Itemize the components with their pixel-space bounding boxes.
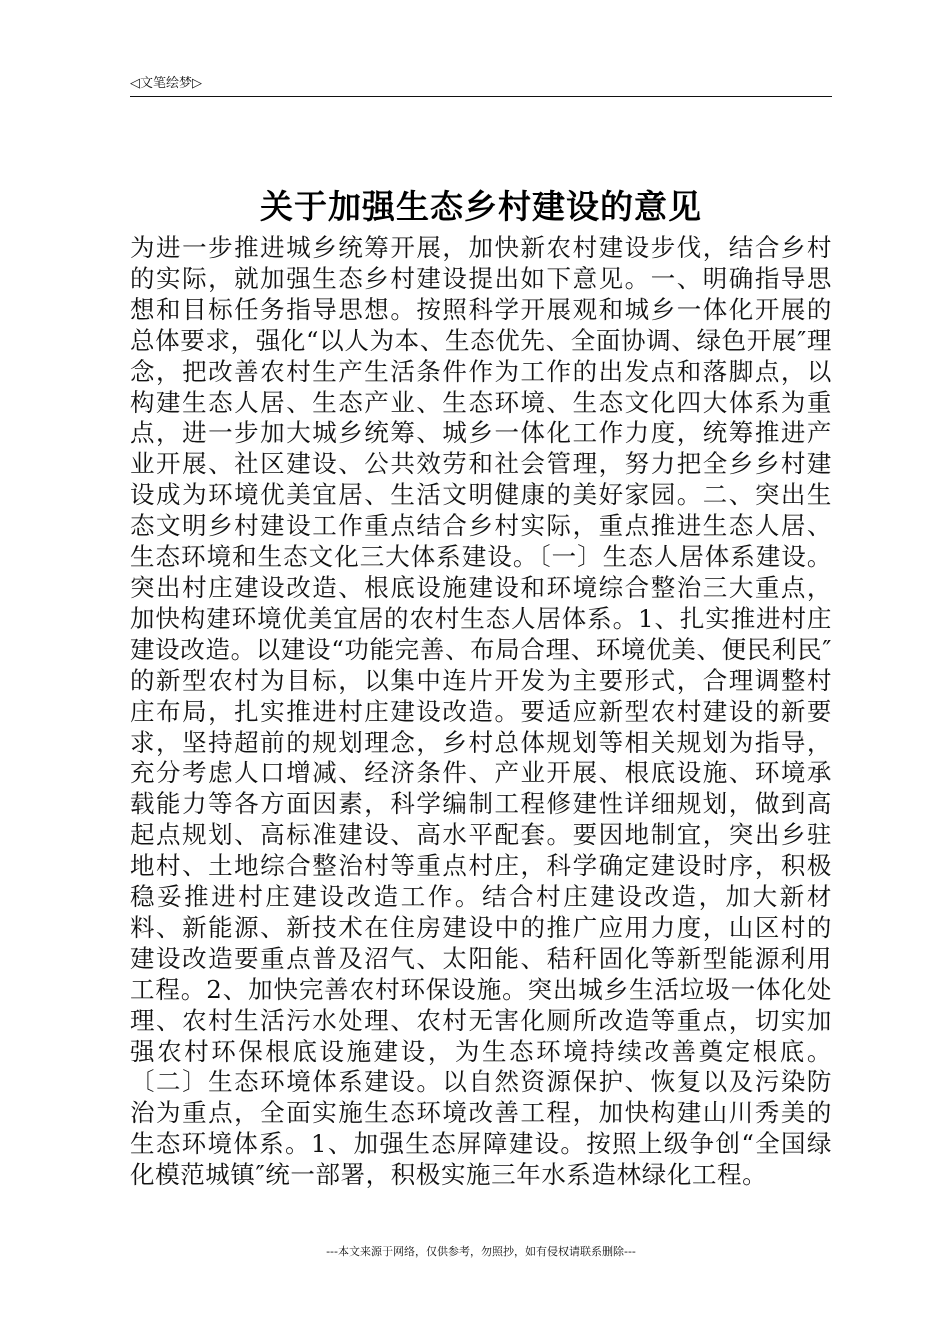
page-header: ◁文笔绘梦▷ <box>130 76 202 91</box>
page-footer: ---本文来源于网络，仅供参考，勿照抄，如有侵权请联系删除--- <box>326 1245 636 1258</box>
header-divider <box>130 96 832 97</box>
document-body: 为进一步推进城乡统筹开展，加快新农村建设步伐，结合乡村的实际，就加强生态乡村建设提出如下意见。一、明确指导思想和目标任务指导思想。按照科学开展观和城乡一体化开展的总体要求，强化“以人为本、生态优先、全面协调、绿色开展″理念，把改善农村生产生活条件作为工作的出发点和落脚点，以构建生态人居、生态产业、生态环境、生态文化四大体系为重点，进一步加大城乡统筹、城乡一体化工作力度，统筹推进产业开展、社区建设、公共效劳和社会管理，努力把全乡乡村建设成为环境优美宜居、生活文明健康的美好家园。二、突出生态文明乡村建设工作重点结合乡村实际，重点推进生态人居、生态环境和生态文化三大体系建设。〔一〕生态人居体系建设。突出村庄建设改造、根底设施建设和环境综合整治三大重点，加快构建环境优美宜居的农村生态人居体系。1、扎实推进村庄建设改造。以建设“功能完善、布局合理、环境优美、便民利民″的新型农村为目标，以集中连片开发为主要形式，合理调整村庄布局，扎实推进村庄建设改造。要适应新型农村建设的新要求，坚持超前的规划理念，乡村总体规划等相关规划为指导，充分考虑人口增减、经济条件、产业开展、根底设施、环境承载能力等各方面因素，科学编制工程修建性详细规划，做到高起点规划、高标准建设、高水平配套。要因地制宜，突出乡驻地村、土地综合整治村等重点村庄，科学确定建设时序，积极稳妥推进村庄建设改造工作。结合村庄建设改造，加大新材料、新能源、新技术在住房建设中的推广应用力度，山区村的建设改造要重点普及沼气、太阳能、秸秆固化等新型能源利用工程。2、加快完善农村环保设施。突出城乡生活垃圾一体化处理、农村生活污水处理、农村无害化厕所改造等重点，切实加强农村环保根底设施建设，为生态环境持续改善奠定根底。〔二〕生态环境体系建设。以自然资源保护、恢复以及污染防治为重点，全面实施生态环境改善工程，加快构建山川秀美的生态环境体系。1、加强生态屏障建设。按照上级争创“全国绿化模范城镇″统一部署，积极实施三年水系造林绿化工程。 <box>130 233 832 1190</box>
document-title: 关于加强生态乡村建设的意见 <box>260 187 702 226</box>
